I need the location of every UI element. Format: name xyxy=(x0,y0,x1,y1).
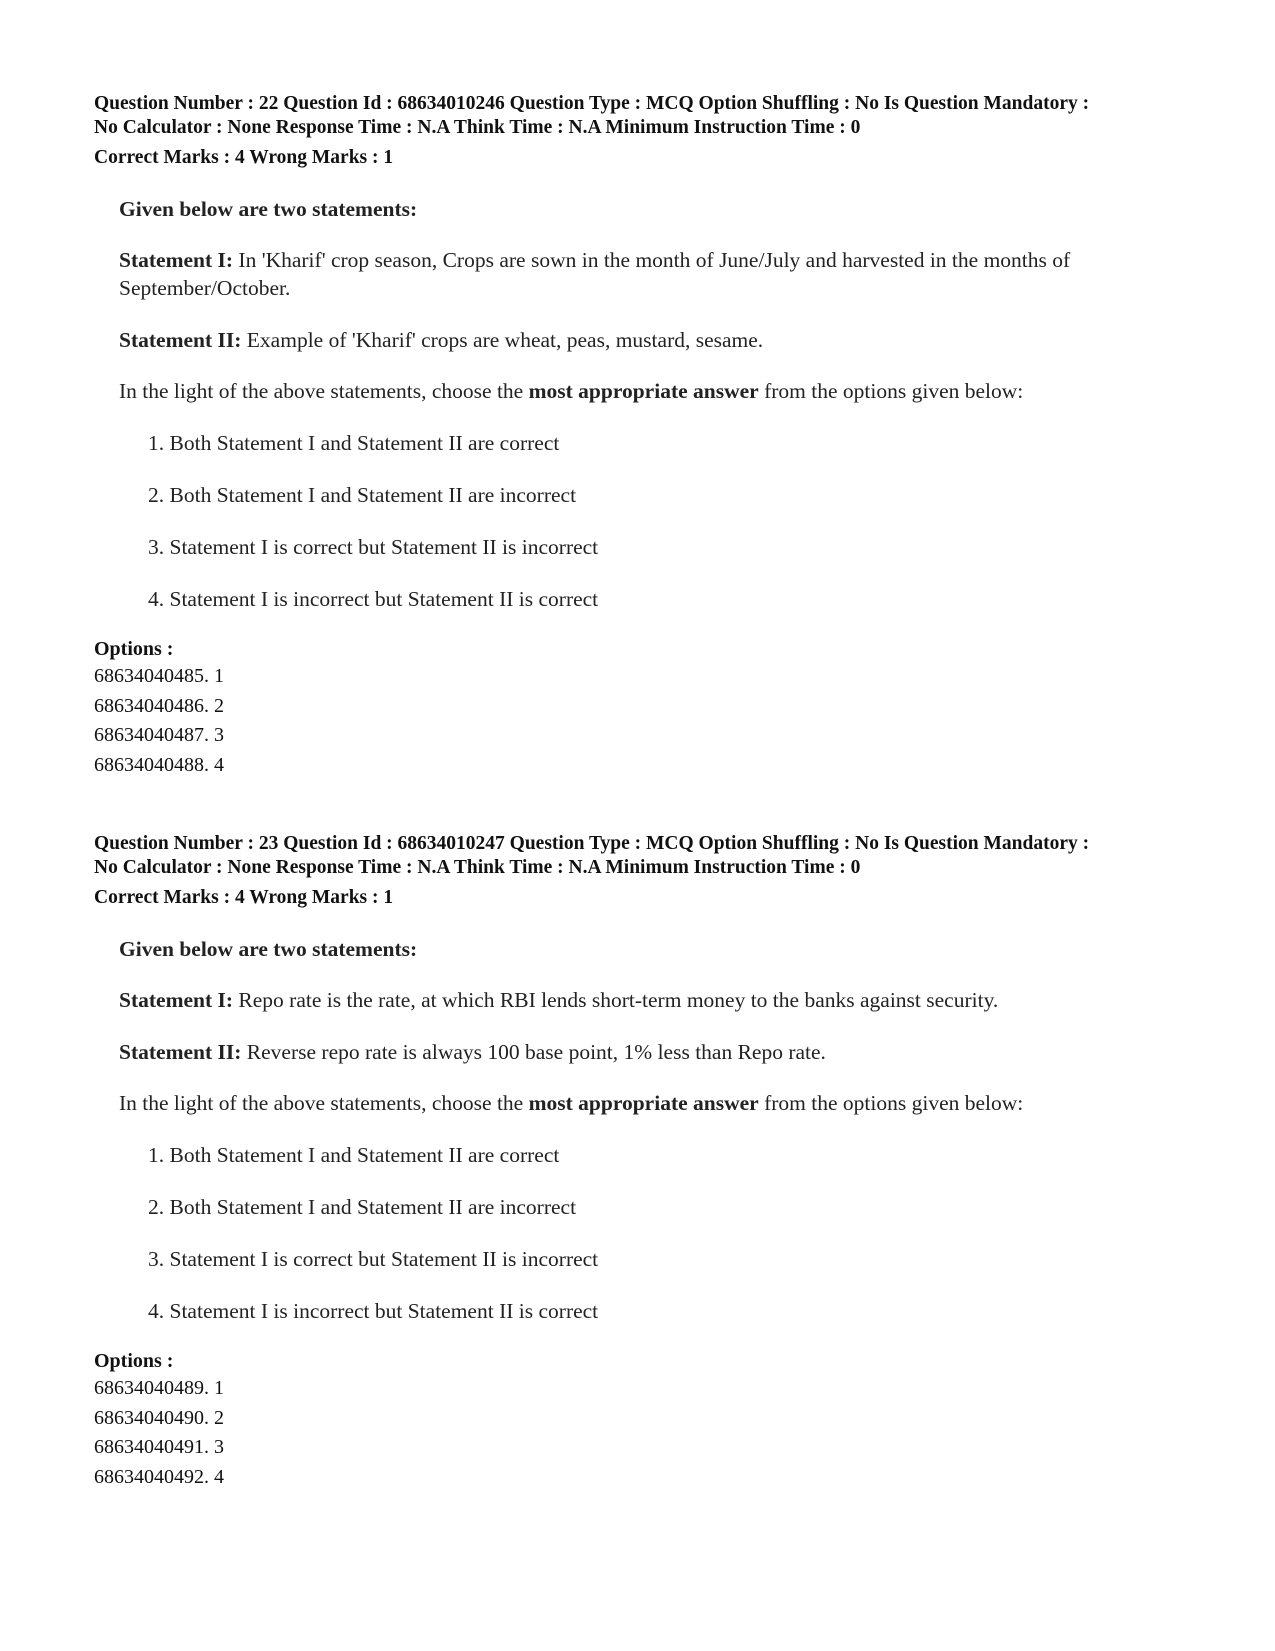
choice-item: 4. Statement I is incorrect but Statement II is correct xyxy=(148,1299,599,1323)
question-block xyxy=(94,92,1204,780)
statement-text: In 'Kharif' crop season, Crops are sown in the month of June/July and harvested in the months of September/October. xyxy=(119,248,1071,300)
option-id: 68634040487. 3 xyxy=(94,724,224,746)
question-meta-line: Question Number : 23 Question Id : 68634010247 Question Type : MCQ Option Shuffling : No Is Question Mandatory : xyxy=(94,833,1090,854)
option-id: 68634040488. 4 xyxy=(94,753,224,776)
statement-text: Reverse repo rate is always 100 base point, 1% less than Repo rate. xyxy=(241,1040,826,1064)
statement-label: Statement I: xyxy=(119,248,234,272)
prompt-text: from the options given below: xyxy=(758,379,1024,403)
choice-item: 4. Statement I is incorrect but Statement II is correct xyxy=(148,587,599,611)
question-intro: Given below are two statements: xyxy=(119,197,418,221)
choice-item: 1. Both Statement I and Statement II are correct xyxy=(148,431,560,455)
prompt-text: In the light of the above statements, choose the xyxy=(119,379,529,403)
choice-item: 2. Both Statement I and Statement II are incorrect xyxy=(148,1195,577,1219)
choice-list xyxy=(148,430,1204,612)
statement-2 xyxy=(119,326,1204,354)
question-meta-line: No Calculator : None Response Time : N.A Think Time : N.A Minimum Instruction Time : 0 xyxy=(94,117,861,138)
choice-item: 1. Both Statement I and Statement II are correct xyxy=(148,1143,560,1167)
prompt-emphasis: most appropriate answer xyxy=(528,1091,759,1115)
statement-2 xyxy=(119,1038,1204,1066)
question-marks: Correct Marks : 4 Wrong Marks : 1 xyxy=(94,147,394,168)
choice-list xyxy=(148,1142,1204,1324)
statement-text: Example of 'Kharif' crops are wheat, peas, mustard, sesame. xyxy=(241,328,764,352)
statement-1 xyxy=(119,246,1204,302)
option-id: 68634040485. 1 xyxy=(94,665,224,687)
prompt-text: from the options given below: xyxy=(758,1091,1024,1115)
option-id: 68634040492. 4 xyxy=(94,1465,224,1488)
question-meta-line: No Calculator : None Response Time : N.A Think Time : N.A Minimum Instruction Time : 0 xyxy=(94,857,861,878)
statement-text: Repo rate is the rate, at which RBI lends short-term money to the banks against security. xyxy=(233,988,999,1012)
statement-label: Statement II: xyxy=(119,328,242,352)
statement-label: Statement I: xyxy=(119,988,234,1012)
statement-label: Statement II: xyxy=(119,1040,242,1064)
option-id: 68634040489. 1 xyxy=(94,1377,224,1399)
question-prompt xyxy=(119,378,1204,404)
question-marks: Correct Marks : 4 Wrong Marks : 1 xyxy=(94,887,394,908)
choice-item: 2. Both Statement I and Statement II are incorrect xyxy=(148,483,577,507)
statement-1 xyxy=(119,986,1204,1014)
question-block xyxy=(94,832,1204,1492)
question-meta xyxy=(94,92,1204,140)
question-meta-line: Question Number : 22 Question Id : 68634010246 Question Type : MCQ Option Shuffling : No Is Question Mandatory : xyxy=(94,93,1090,114)
prompt-text: In the light of the above statements, choose the xyxy=(119,1091,529,1115)
choice-item: 3. Statement I is correct but Statement II is incorrect xyxy=(148,1247,599,1271)
options-label: Options : xyxy=(94,1350,174,1372)
question-meta xyxy=(94,832,1204,880)
option-id: 68634040490. 2 xyxy=(94,1406,224,1429)
prompt-emphasis: most appropriate answer xyxy=(528,379,759,403)
choice-item: 3. Statement I is correct but Statement II is incorrect xyxy=(148,535,599,559)
question-body xyxy=(119,196,1204,612)
option-id: 68634040491. 3 xyxy=(94,1436,224,1458)
question-body xyxy=(119,936,1204,1324)
question-prompt xyxy=(119,1090,1204,1116)
option-id: 68634040486. 2 xyxy=(94,694,224,717)
options-label: Options : xyxy=(94,638,174,660)
question-intro: Given below are two statements: xyxy=(119,937,418,961)
